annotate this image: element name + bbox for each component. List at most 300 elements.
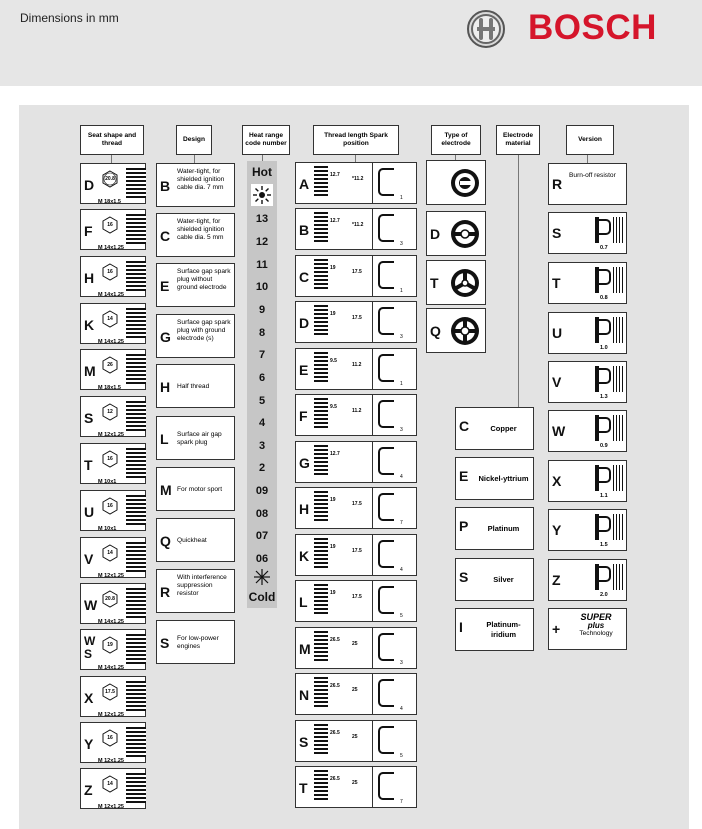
- electrode-graphic: [378, 679, 394, 707]
- version-code: X: [552, 473, 562, 489]
- ground-electrode-graphic: [599, 566, 611, 582]
- plug-graphic: [314, 212, 328, 244]
- plug-graphic: [314, 259, 328, 291]
- thread-row: [295, 441, 417, 483]
- heat-code: 11: [256, 259, 268, 271]
- thread-row: [295, 208, 417, 250]
- material-code: P: [459, 518, 469, 534]
- top-bar: [0, 0, 702, 86]
- insulator-graphic: [613, 366, 625, 392]
- design-text: For motor sport: [177, 486, 223, 493]
- hex-size: 16: [107, 222, 113, 228]
- seat-code: U: [84, 504, 95, 520]
- version-text: Burn-off resistor: [569, 172, 616, 179]
- hex-size: 14: [107, 550, 113, 556]
- thread-code: H: [299, 501, 310, 517]
- super-plus-logo: [571, 612, 621, 637]
- heat-code: 10: [255, 281, 269, 293]
- bosch-armature-logo-icon: [466, 9, 506, 49]
- thread-size: M 12x1.25: [98, 712, 124, 718]
- plug-graphic: [314, 166, 328, 198]
- design-row: [156, 518, 235, 562]
- divider: [372, 349, 373, 389]
- thread-row: [295, 580, 417, 622]
- divider: [372, 395, 373, 435]
- divider: [372, 721, 373, 761]
- plug-graphic: [314, 584, 328, 616]
- electrode-double-icon: [449, 218, 481, 250]
- divider: [372, 163, 373, 203]
- thread-code: F: [299, 408, 308, 424]
- thread-row: [295, 766, 417, 808]
- ground-electrode-graphic: [599, 319, 611, 335]
- insulator-graphic: [613, 465, 625, 491]
- electrode-type-row: [426, 308, 486, 353]
- version-row: [548, 312, 627, 354]
- thread-length: 9.5: [330, 404, 337, 410]
- plus-label: plus: [587, 621, 605, 630]
- version-code: W: [552, 423, 566, 439]
- heat-code: 12: [255, 236, 269, 248]
- plug-graphic: [314, 305, 328, 337]
- electrode-graphic: [378, 168, 394, 196]
- insulator-graphic: [613, 317, 625, 343]
- design-code: M: [160, 482, 172, 498]
- electrode-gap: 1.3: [600, 394, 608, 400]
- ground-electrode-graphic: [599, 516, 611, 532]
- material-code: S: [459, 569, 469, 585]
- version-code: T: [552, 275, 561, 291]
- electrode-material-row: [455, 457, 534, 500]
- heat-code: 08: [255, 508, 269, 520]
- electrode-note: 1: [400, 381, 403, 387]
- insulator-graphic: [613, 415, 625, 441]
- ground-electrode-graphic: [599, 467, 611, 483]
- seat-row: [80, 722, 146, 763]
- version-code: R: [552, 176, 563, 192]
- design-row: [156, 416, 235, 460]
- version-row: [548, 608, 627, 650]
- design-row: [156, 213, 235, 257]
- connector-seat: [111, 155, 112, 163]
- spark-position: *11.2: [352, 222, 364, 228]
- header-seat: Seat shape and thread: [80, 125, 144, 155]
- thread-size: M 18x1.5: [98, 199, 121, 205]
- hex-size: 14: [107, 781, 113, 787]
- electrode-graphic: [378, 540, 394, 568]
- electrode-gap: 0.7: [600, 245, 608, 251]
- seat-row: [80, 163, 146, 204]
- version-row: [548, 262, 627, 304]
- plug-graphic: [314, 491, 328, 523]
- hex-size: 16: [107, 735, 113, 741]
- design-code: B: [160, 178, 171, 194]
- ground-electrode-graphic: [599, 417, 611, 433]
- thread-length: 26.5: [330, 730, 340, 736]
- version-code: S: [552, 225, 562, 241]
- electrode-material-row: [455, 507, 534, 550]
- version-row: [548, 509, 627, 551]
- thread-size: M 12x1.25: [98, 573, 124, 579]
- thread-code: D: [299, 315, 310, 331]
- divider: [372, 581, 373, 621]
- electrode-note: 3: [400, 427, 403, 433]
- thread-size: M 12x1.25: [98, 432, 124, 438]
- thread-length: 19: [330, 544, 336, 550]
- thread-code: K: [299, 548, 310, 564]
- seat-code: WS: [84, 634, 96, 661]
- seat-row: [80, 209, 146, 250]
- material-name: Silver: [493, 574, 514, 584]
- seat-code: X: [84, 690, 94, 706]
- hex-size: 16: [107, 456, 113, 462]
- electrode-gap: 1.0: [600, 345, 608, 351]
- thread-code: M: [299, 641, 311, 657]
- version-code: U: [552, 325, 563, 341]
- seat-code: H: [84, 270, 95, 286]
- electrode-gap: 0.9: [600, 443, 608, 449]
- connector-version: [587, 155, 588, 163]
- electrode-triple-icon: [449, 267, 481, 299]
- hex-size: 16: [107, 269, 113, 275]
- electrode-graphic: [378, 726, 394, 754]
- spark-position: 25: [352, 687, 358, 693]
- thread-row: [295, 720, 417, 762]
- seat-code: Y: [84, 736, 94, 752]
- electrode-end-view-icon: [449, 167, 481, 199]
- design-text: With interference suppression resistor: [177, 574, 227, 598]
- header-electrode-type: Type of electrode: [431, 125, 481, 155]
- plug-thread-graphic: [126, 495, 146, 525]
- dimensions-note: Dimensions in mm: [20, 11, 119, 25]
- plug-graphic: [314, 445, 328, 477]
- material-name: Platinum-iridium: [486, 619, 521, 639]
- plug-graphic: [314, 631, 328, 663]
- plug-graphic: [314, 398, 328, 430]
- thread-length: 19: [330, 590, 336, 596]
- divider: [372, 488, 373, 528]
- electrode-gap: 1.5: [600, 542, 608, 548]
- plug-thread-graphic: [126, 448, 146, 478]
- design-code: R: [160, 584, 171, 600]
- heat-code: 3: [258, 440, 266, 452]
- hex-size: 26: [107, 362, 113, 368]
- header-heat: Heat range code number: [242, 125, 290, 155]
- seat-code: D: [84, 177, 95, 193]
- thread-row: [295, 162, 417, 204]
- spark-position: 11.2: [352, 362, 362, 368]
- plug-thread-graphic: [126, 308, 146, 338]
- insulator-graphic: [613, 514, 625, 540]
- design-row: [156, 263, 235, 307]
- electrode-note: 7: [400, 799, 403, 805]
- design-code: G: [160, 329, 171, 345]
- electrode-material-row: [455, 608, 534, 651]
- heat-code: 8: [258, 327, 266, 339]
- thread-code: G: [299, 455, 310, 471]
- plug-thread-graphic: [126, 773, 146, 803]
- thread-row: [295, 348, 417, 390]
- electrode-graphic: [378, 772, 394, 800]
- design-text: Surface gap spark plug with ground electrode (s): [177, 319, 231, 343]
- plug-thread-graphic: [126, 727, 146, 757]
- electrode-note: 4: [400, 474, 403, 480]
- material-code: E: [459, 468, 469, 484]
- spark-position: 17.5: [352, 269, 362, 275]
- seat-row: [80, 629, 146, 670]
- header-electrode-material: Electrode material: [496, 125, 540, 155]
- thread-size: M 14x1.25: [98, 292, 124, 298]
- thread-row: [295, 394, 417, 436]
- thread-row: [295, 255, 417, 297]
- super-label: SUPER: [580, 612, 612, 622]
- version-row: [548, 460, 627, 502]
- heat-code: 09: [255, 485, 269, 497]
- thread-size: M 14x1.25: [98, 665, 124, 671]
- thread-code: L: [299, 594, 308, 610]
- design-code: L: [160, 431, 169, 447]
- plug-thread-graphic: [126, 634, 146, 664]
- material-name: Platinum: [487, 523, 520, 533]
- version-row: [548, 361, 627, 403]
- header-design: Design: [176, 125, 212, 155]
- plug-thread-graphic: [126, 542, 146, 572]
- thread-code: E: [299, 362, 309, 378]
- heat-cold-label: Cold: [248, 590, 276, 604]
- design-text: Half thread: [177, 383, 210, 390]
- cold-snowflake-icon: [253, 568, 271, 586]
- spark-position: 17.5: [352, 594, 362, 600]
- thread-size: M 10x1: [98, 479, 117, 485]
- version-code: +: [552, 621, 561, 637]
- ground-electrode-graphic: [599, 269, 611, 285]
- seat-code: Z: [84, 782, 93, 798]
- electrode-graphic: [378, 586, 394, 614]
- ground-electrode-graphic: [599, 368, 611, 384]
- electrode-note: 3: [400, 241, 403, 247]
- electrode-note: 4: [400, 567, 403, 573]
- heat-code: 2: [258, 462, 266, 474]
- thread-length: 12.7: [330, 218, 340, 224]
- spark-position: 25: [352, 734, 358, 740]
- electrode-gap: 0.8: [600, 295, 608, 301]
- design-row: [156, 569, 235, 613]
- version-code: Y: [552, 522, 562, 538]
- thread-row: [295, 301, 417, 343]
- plug-thread-graphic: [126, 588, 146, 618]
- seat-code: V: [84, 551, 94, 567]
- electrode-graphic: [378, 214, 394, 242]
- thread-row: [295, 673, 417, 715]
- electrode-note: 1: [400, 288, 403, 294]
- plug-graphic: [314, 724, 328, 756]
- electrode-quad-icon: [449, 315, 481, 347]
- hot-sun-icon: [251, 184, 273, 206]
- insulator-graphic: [613, 564, 625, 590]
- plug-thread-graphic: [126, 168, 146, 198]
- hex-size: 20.8: [105, 596, 115, 602]
- electrode-gap: 2.0: [600, 592, 608, 598]
- thread-length: 12.7: [330, 172, 340, 178]
- thread-size: M 14x1.25: [98, 619, 124, 625]
- seat-row: [80, 490, 146, 531]
- thread-size: M 14x1.25: [98, 339, 124, 345]
- electrode-note: 3: [400, 660, 403, 666]
- thread-length: 26.5: [330, 637, 340, 643]
- plug-thread-graphic: [126, 261, 146, 291]
- seat-row: [80, 676, 146, 717]
- electrode-graphic: [378, 493, 394, 521]
- material-name: Nickel-yttrium: [478, 473, 529, 483]
- design-text: Quickheat: [177, 537, 207, 544]
- seat-row: [80, 537, 146, 578]
- divider: [372, 209, 373, 249]
- plug-thread-graphic: [126, 214, 146, 244]
- brand-logo-text: BOSCH: [528, 8, 657, 47]
- electrode-note: 7: [400, 520, 403, 526]
- electrode-type-code: D: [430, 226, 441, 242]
- electrode-graphic: [378, 354, 394, 382]
- version-code: Z: [552, 572, 561, 588]
- design-text: Surface air gap spark plug: [177, 431, 222, 447]
- electrode-graphic: [378, 633, 394, 661]
- thread-code: T: [299, 780, 308, 796]
- plug-thread-graphic: [126, 401, 146, 431]
- design-text: Water-tight, for shielded ignition cable dia. 5 mm: [177, 218, 225, 242]
- divider: [372, 674, 373, 714]
- connector-design: [194, 155, 195, 163]
- thread-code: A: [299, 176, 310, 192]
- divider: [372, 256, 373, 296]
- plug-thread-graphic: [126, 681, 146, 711]
- thread-size: M 10x1: [98, 526, 117, 532]
- heat-code: 07: [255, 530, 269, 542]
- material-code: I: [459, 619, 463, 635]
- seat-row: [80, 396, 146, 437]
- electrode-note: 5: [400, 753, 403, 759]
- electrode-graphic: [378, 261, 394, 289]
- thread-size: M 12x1.25: [98, 758, 124, 764]
- seat-row: [80, 256, 146, 297]
- seat-code: K: [84, 317, 95, 333]
- hex-size: 20.8: [105, 176, 115, 182]
- thread-length: 19: [330, 265, 336, 271]
- thread-length: 9.5: [330, 358, 337, 364]
- electrode-material-row: [455, 558, 534, 601]
- divider: [372, 767, 373, 807]
- thread-size: M 18x1.5: [98, 385, 121, 391]
- electrode-graphic: [378, 447, 394, 475]
- seat-row: [80, 583, 146, 624]
- ground-electrode-graphic: [599, 219, 611, 235]
- electrode-type-code: T: [430, 275, 439, 291]
- design-code: Q: [160, 533, 171, 549]
- design-code: S: [160, 635, 170, 651]
- design-row: [156, 467, 235, 511]
- plug-graphic: [314, 352, 328, 384]
- hex-size: 16: [107, 503, 113, 509]
- heat-code: 5: [258, 395, 266, 407]
- heat-code: 7: [258, 349, 266, 361]
- design-code: C: [160, 228, 171, 244]
- electrode-note: 3: [400, 334, 403, 340]
- design-code: H: [160, 379, 171, 395]
- divider: [372, 628, 373, 668]
- hex-size: 14: [107, 316, 113, 322]
- electrode-type-row: [426, 211, 486, 256]
- thread-code: C: [299, 269, 310, 285]
- electrode-graphic: [378, 307, 394, 335]
- thread-row: [295, 534, 417, 576]
- connector-electrode-material: [518, 155, 519, 407]
- electrode-type-code: Q: [430, 323, 441, 339]
- version-code: V: [552, 374, 562, 390]
- design-row: [156, 314, 235, 358]
- design-row: [156, 620, 235, 664]
- spark-position: *11.2: [352, 176, 364, 182]
- heat-code: 9: [258, 304, 266, 316]
- seat-code: W: [84, 597, 98, 613]
- thread-code: S: [299, 734, 309, 750]
- hex-size: 19: [107, 642, 113, 648]
- spark-position: 17.5: [352, 315, 362, 321]
- spark-position: 17.5: [352, 501, 362, 507]
- heat-code: 06: [255, 553, 269, 565]
- heat-hot-label: Hot: [252, 165, 272, 179]
- spark-position: 25: [352, 780, 358, 786]
- electrode-note: 5: [400, 613, 403, 619]
- divider: [372, 535, 373, 575]
- electrode-graphic: [378, 400, 394, 428]
- thread-row: [295, 487, 417, 529]
- plug-graphic: [314, 538, 328, 570]
- version-row: [548, 212, 627, 254]
- seat-code: S: [84, 410, 94, 426]
- plug-graphic: [314, 677, 328, 709]
- version-row: [548, 559, 627, 601]
- spark-position: 17.5: [352, 548, 362, 554]
- heat-code: 13: [255, 213, 269, 225]
- thread-row: [295, 627, 417, 669]
- design-row: [156, 163, 235, 207]
- electrode-type-row: [426, 160, 486, 205]
- insulator-graphic: [613, 217, 625, 243]
- divider: [372, 302, 373, 342]
- design-row: [156, 364, 235, 408]
- divider: [372, 442, 373, 482]
- heat-code: 6: [258, 372, 266, 384]
- seat-row: [80, 768, 146, 809]
- seat-row: [80, 349, 146, 390]
- seat-code: F: [84, 223, 93, 239]
- version-row: [548, 410, 627, 452]
- electrode-note: 4: [400, 706, 403, 712]
- thread-length: 19: [330, 311, 336, 317]
- thread-size: M 12x1.25: [98, 804, 124, 810]
- electrode-type-row: [426, 260, 486, 305]
- thread-length: 12.7: [330, 451, 340, 457]
- plug-graphic: [314, 770, 328, 802]
- technology-label: Technology: [579, 630, 613, 637]
- spark-position: 25: [352, 641, 358, 647]
- thread-length: 26.5: [330, 683, 340, 689]
- design-text: Surface gap spark plug without ground electrode: [177, 268, 231, 292]
- header-version: Version: [566, 125, 614, 155]
- heat-code: 4: [258, 417, 266, 429]
- seat-code: T: [84, 457, 93, 473]
- thread-length: 26.5: [330, 776, 340, 782]
- version-row: [548, 163, 627, 205]
